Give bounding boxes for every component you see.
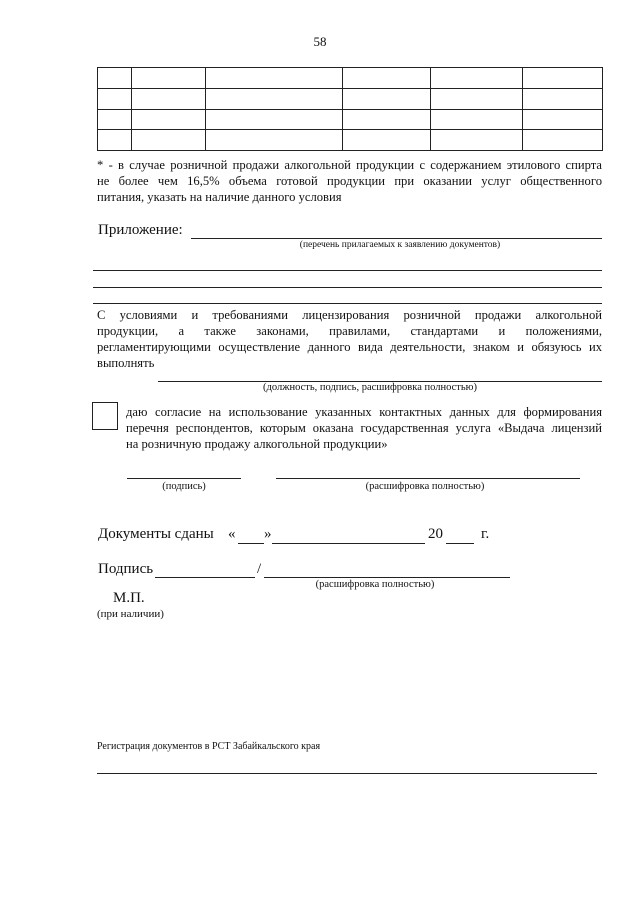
table-cell[interactable] <box>343 109 431 130</box>
consent-name-line[interactable] <box>276 478 580 479</box>
table-cell[interactable] <box>132 68 206 89</box>
table-cell[interactable] <box>132 88 206 109</box>
attachment-input-line[interactable] <box>93 270 602 271</box>
signature-label: Подпись <box>98 561 154 577</box>
date-quote-open: « <box>228 526 236 542</box>
consent-line: на розничную продажу алкогольной продукции» <box>126 437 388 451</box>
submitted-label: Документы сданы <box>98 526 214 542</box>
table-cell[interactable] <box>206 130 343 151</box>
table-cell[interactable] <box>523 88 603 109</box>
table-cell[interactable] <box>98 109 132 130</box>
table-row <box>98 130 603 151</box>
table-cell[interactable] <box>343 130 431 151</box>
consent-line: перечня респондентов, которым оказана государственная услуга «Выдача лицензий <box>126 421 602 435</box>
footnote <box>97 157 602 205</box>
table-cell[interactable] <box>343 68 431 89</box>
consent-line: даю согласие на использование указанных контактных данных для формирования <box>126 405 602 419</box>
table-cell[interactable] <box>132 130 206 151</box>
attachment-input-line[interactable] <box>191 238 602 239</box>
date-quote-close: » <box>264 526 272 542</box>
table-cell[interactable] <box>523 68 603 89</box>
signature-separator: / <box>257 561 262 577</box>
page-number: 58 <box>313 34 327 49</box>
attachment-caption: (перечень прилагаемых к заявлению документов) <box>299 240 501 250</box>
table-cell[interactable] <box>206 68 343 89</box>
data-table <box>97 67 603 151</box>
day-input-line[interactable] <box>238 543 264 544</box>
conditions-line: регламентирующими осуществление данного вида деятельности, знаком и обязуюсь их <box>97 340 602 354</box>
table-cell[interactable] <box>431 88 523 109</box>
table-row <box>98 88 603 109</box>
year-prefix: 20 <box>428 526 443 542</box>
registration-label: Регистрация документов в РСТ Забайкальского края <box>97 741 321 752</box>
table-row <box>98 109 603 130</box>
consent-signature-caption: (подпись) <box>162 481 206 492</box>
table-cell[interactable] <box>431 130 523 151</box>
table-row <box>98 68 603 89</box>
conditions-line: выполнять <box>97 356 155 370</box>
table-cell[interactable] <box>98 68 132 89</box>
attachment-input-line[interactable] <box>93 287 602 288</box>
footnote-line: * - в случае розничной продажи алкогольной продукции с содержанием этилового спирта <box>97 158 602 172</box>
table-cell[interactable] <box>206 109 343 130</box>
signature-caption: (расшифровка полностью) <box>315 579 435 590</box>
conditions-text <box>97 307 602 371</box>
conditions-line: продукции, а также законами, правилами, стандартами и положениями, <box>97 324 602 338</box>
table-cell[interactable] <box>343 88 431 109</box>
stamp-note: (при наличии) <box>97 608 164 620</box>
table-cell[interactable] <box>431 68 523 89</box>
footnote-line: питания, указать на наличие данного условия <box>97 190 342 204</box>
year-input-line[interactable] <box>446 543 474 544</box>
table-cell[interactable] <box>206 88 343 109</box>
consent-text <box>126 404 602 452</box>
signature-name-line[interactable] <box>264 577 510 578</box>
table-cell[interactable] <box>523 130 603 151</box>
table-cell[interactable] <box>431 109 523 130</box>
registration-line[interactable] <box>97 773 597 774</box>
position-signature-caption: (должность, подпись, расшифровка полностью) <box>263 382 477 393</box>
table-cell[interactable] <box>132 109 206 130</box>
signature-input-line[interactable] <box>155 577 255 578</box>
attachment-input-line[interactable] <box>93 303 602 304</box>
table-cell[interactable] <box>98 130 132 151</box>
table-cell[interactable] <box>523 109 603 130</box>
year-suffix: г. <box>481 526 490 542</box>
consent-name-caption: (расшифровка полностью) <box>365 481 485 492</box>
consent-checkbox[interactable] <box>92 402 118 430</box>
attachment-label: Приложение: <box>98 222 183 238</box>
table-cell[interactable] <box>98 88 132 109</box>
consent-signature-line[interactable] <box>127 478 241 479</box>
month-input-line[interactable] <box>272 543 425 544</box>
stamp-label: М.П. <box>113 590 145 606</box>
conditions-line: С условиями и требованиями лицензирования розничной продажи алкогольной <box>97 308 602 322</box>
footnote-line: не более чем 16,5% объема готовой продукции при оказании услуг общественного <box>97 174 602 188</box>
